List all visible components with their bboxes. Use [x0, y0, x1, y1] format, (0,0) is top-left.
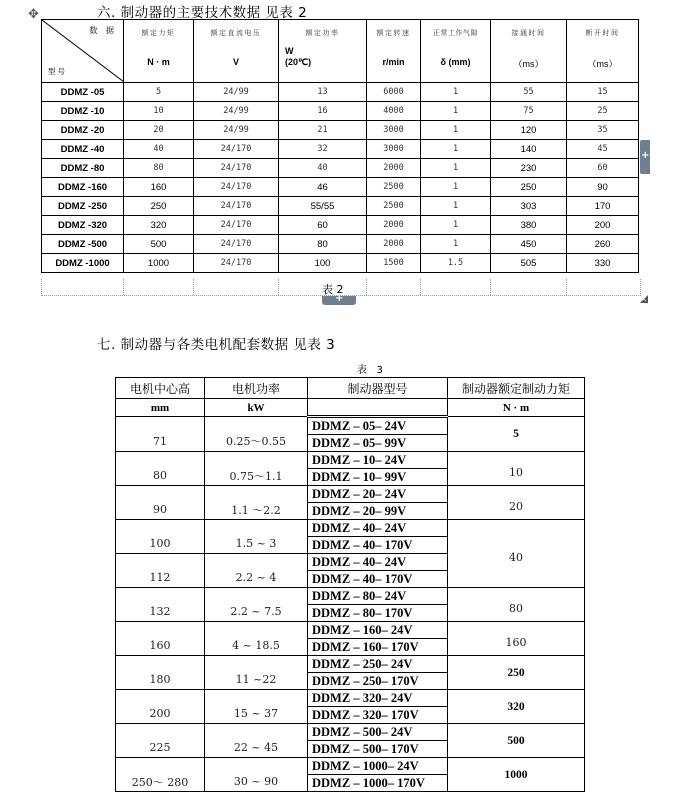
brake-torque-value: 80 [509, 602, 523, 615]
plus-icon: + [641, 150, 650, 161]
cell-brake-model: DDMZ – 160– 170V [308, 639, 448, 656]
unit-row [116, 399, 585, 417]
cell-motor-power [205, 724, 308, 758]
cell-brake-torque [448, 588, 585, 622]
cell-motor-power [205, 622, 308, 656]
header-name: 正常工作气隙 [433, 29, 478, 37]
cell-off: 15 [567, 83, 639, 102]
corner-bottom-label: 型号 [48, 67, 67, 76]
cell-brake-torque [448, 486, 585, 520]
cell-model: DDMZ -40 [42, 140, 124, 159]
header-voltage [194, 20, 279, 83]
cell-torque: 160 [124, 178, 194, 197]
cell-torque: 250 [124, 197, 194, 216]
cell-model: DDMZ -500 [42, 235, 124, 254]
cell-speed: 3000 [367, 140, 421, 159]
cell-power: 46 [279, 178, 367, 197]
cell-brake-model: DDMZ – 250– 170V [308, 673, 448, 690]
header-cell: 制动器型号 [308, 378, 448, 399]
cell-brake-torque [448, 758, 585, 792]
table2-corner-cell [42, 20, 124, 83]
cell-motor-power [205, 758, 308, 792]
motor-height-value: 200 [149, 707, 171, 720]
cell-on: 230 [491, 159, 567, 178]
cell-gap: 1 [421, 235, 491, 254]
cell-gap: 1 [421, 140, 491, 159]
grid-line [566, 279, 567, 295]
cell-power: 32 [279, 140, 367, 159]
header-cell: 电机中心高 [116, 378, 205, 399]
brake-torque-value: 40 [509, 551, 523, 564]
grid-line [420, 279, 421, 295]
cell-speed: 1500 [367, 254, 421, 273]
cell-brake-model: DDMZ – 10– 24V [308, 452, 448, 469]
header-unit: V [232, 57, 239, 67]
cell-brake-model: DDMZ – 40– 170V [308, 537, 448, 554]
cell-power: 21 [279, 121, 367, 140]
cell-brake-model: DDMZ – 320– 170V [308, 707, 448, 724]
cell-brake-model: DDMZ – 40– 170V [308, 571, 448, 588]
cell-voltage: 24/99 [194, 83, 279, 102]
cell-off: 35 [567, 121, 639, 140]
cell-brake-model: DDMZ – 20– 24V [308, 486, 448, 503]
cell-gap: 1 [421, 178, 491, 197]
table-row [116, 520, 585, 537]
cell-model: DDMZ -80 [42, 159, 124, 178]
cell-motor-power [205, 554, 308, 588]
cell-off: 260 [567, 235, 639, 254]
add-row-button[interactable] [322, 293, 356, 305]
cell-motor-height [116, 486, 205, 520]
cell-gap: 1 [421, 102, 491, 121]
header-name: 额定转速 [376, 29, 411, 37]
cell-model: DDMZ -250 [42, 197, 124, 216]
cell-speed: 2000 [367, 159, 421, 178]
cell-model: DDMZ -320 [42, 216, 124, 235]
header-unit: （ms） [513, 59, 544, 69]
header-on-time [491, 20, 567, 83]
table-row [42, 254, 639, 273]
header-unit: r/min [382, 57, 405, 67]
cell-motor-height [116, 452, 205, 486]
section-7-title: 七. 制动器与各类电机配套数据 见表 3 [97, 337, 336, 353]
cell-motor-power [205, 690, 308, 724]
header-cell: 电机功率 [205, 378, 308, 399]
cell-off: 170 [567, 197, 639, 216]
unit-cell [308, 399, 448, 417]
motor-height-value: 80 [153, 469, 167, 482]
cell-power: 100 [279, 254, 367, 273]
cell-model: DDMZ -20 [42, 121, 124, 140]
cell-on: 75 [491, 102, 567, 121]
cell-motor-height [116, 588, 205, 622]
table-row [116, 417, 585, 435]
motor-height-value: 180 [149, 673, 171, 686]
motor-power-value: 0.75～1.1 [229, 469, 283, 483]
cell-brake-model: DDMZ – 10– 99V [308, 469, 448, 486]
cell-gap: 1 [421, 121, 491, 140]
cell-torque: 500 [124, 235, 194, 254]
brake-torque-value: 1000 [504, 768, 528, 781]
table-row [42, 121, 639, 140]
header-unit: （ms） [587, 59, 618, 69]
unit-cell: N · m [448, 399, 585, 417]
cell-speed: 3000 [367, 121, 421, 140]
cell-brake-model: DDMZ – 40– 24V [308, 520, 448, 537]
cell-brake-model: DDMZ – 05– 24V [308, 417, 448, 435]
cell-motor-power [205, 452, 308, 486]
header-gap [421, 20, 491, 83]
cell-voltage: 24/170 [194, 197, 279, 216]
motor-height-value: 132 [149, 605, 171, 618]
motor-power-value: 22 ~ 45 [233, 741, 279, 754]
header-cell: 制动器额定制动力矩 [448, 378, 585, 399]
header-speed [367, 20, 421, 83]
cell-brake-model: DDMZ – 20– 99V [308, 503, 448, 520]
table-row [42, 197, 639, 216]
cell-off: 45 [567, 140, 639, 159]
cell-voltage: 24/99 [194, 121, 279, 140]
cell-on: 250 [491, 178, 567, 197]
grid-line [193, 279, 194, 295]
grid-line [366, 279, 367, 295]
cell-brake-model: DDMZ – 1000– 24V [308, 758, 448, 775]
cell-brake-model: DDMZ – 80– 24V [308, 588, 448, 605]
cell-motor-height [116, 520, 205, 554]
cell-motor-power [205, 656, 308, 690]
motor-brake-match-table [115, 377, 585, 792]
cell-brake-torque [448, 622, 585, 656]
cell-voltage: 24/170 [194, 159, 279, 178]
header-name: 额定力矩 [141, 29, 176, 37]
cell-model: DDMZ -160 [42, 178, 124, 197]
header-off-time [567, 20, 639, 83]
cell-motor-power [205, 520, 308, 554]
plus-icon: + [335, 293, 344, 304]
cell-model: DDMZ -05 [42, 83, 124, 102]
cell-on: 120 [491, 121, 567, 140]
unit-cell: mm [116, 399, 205, 417]
cell-motor-height [116, 690, 205, 724]
cell-power: 60 [279, 216, 367, 235]
table-row [116, 758, 585, 775]
cell-brake-torque [448, 724, 585, 758]
brake-spec-table [41, 19, 639, 273]
cell-on: 303 [491, 197, 567, 216]
table-row [116, 486, 585, 503]
brake-torque-value: 500 [507, 734, 525, 747]
cell-speed: 6000 [367, 83, 421, 102]
table-row [116, 622, 585, 639]
cell-model: DDMZ -10 [42, 102, 124, 121]
motor-power-value: 2.2 ~ 4 [235, 571, 277, 584]
motor-power-value: 0.25～0.55 [226, 435, 286, 448]
header-unit: δ (mm) [440, 57, 471, 67]
cell-voltage: 24/170 [194, 216, 279, 235]
cell-speed: 2500 [367, 197, 421, 216]
motor-height-value: 112 [149, 571, 171, 584]
brake-torque-value: 20 [509, 500, 523, 513]
cell-gap: 1 [421, 216, 491, 235]
header-power [279, 20, 367, 83]
corner-top-label: 数 据 [89, 26, 117, 35]
cell-brake-torque [448, 690, 585, 724]
motor-power-value: 30 ~ 90 [233, 775, 279, 788]
table-move-handle-icon[interactable]: ✥ [28, 7, 39, 22]
header-unit: W (20℃) [285, 46, 312, 67]
cell-off: 25 [567, 102, 639, 121]
table-row [42, 102, 639, 121]
cell-on: 55 [491, 83, 567, 102]
cell-gap: 1.5 [421, 254, 491, 273]
cell-torque: 10 [124, 102, 194, 121]
cell-brake-torque [448, 520, 585, 588]
header-name: 额定直流电压 [210, 29, 262, 37]
motor-height-value: 71 [153, 434, 167, 448]
table-row [42, 140, 639, 159]
motor-height-value: 160 [149, 639, 171, 652]
cell-motor-power [205, 417, 308, 452]
table-row [116, 588, 585, 605]
cell-brake-model: DDMZ – 500– 24V [308, 724, 448, 741]
motor-power-value: 1.1 ～2.2 [231, 503, 281, 517]
cell-torque: 80 [124, 159, 194, 178]
cell-torque: 1000 [124, 254, 194, 273]
cell-on: 505 [491, 254, 567, 273]
cell-on: 380 [491, 216, 567, 235]
table3-caption: 表 3 [357, 365, 383, 376]
motor-height-value: 100 [149, 537, 171, 550]
cell-motor-height [116, 656, 205, 690]
cell-motor-height [116, 417, 205, 452]
brake-torque-value: 320 [507, 700, 525, 713]
cell-brake-model: DDMZ – 40– 24V [308, 554, 448, 571]
cell-torque: 20 [124, 121, 194, 140]
motor-power-value: 2.2 ~ 7.5 [230, 605, 282, 618]
motor-height-value: 90 [153, 503, 167, 516]
cell-brake-torque [448, 452, 585, 486]
brake-torque-value: 10 [509, 466, 523, 479]
cell-brake-model: DDMZ – 500– 170V [308, 741, 448, 758]
motor-power-value: 11 ~22 [235, 673, 277, 686]
cell-torque: 5 [124, 83, 194, 102]
motor-power-value: 1.5 ~ 3 [235, 537, 277, 550]
brake-torque-value: 5 [513, 428, 519, 440]
grid-line [123, 279, 124, 295]
cell-off: 200 [567, 216, 639, 235]
cell-brake-model: DDMZ – 1000– 170V [308, 775, 448, 792]
cell-brake-model: DDMZ – 80– 170V [308, 605, 448, 622]
cell-brake-torque [448, 417, 585, 452]
cell-gap: 1 [421, 159, 491, 178]
cell-off: 90 [567, 178, 639, 197]
cell-brake-model: DDMZ – 250– 24V [308, 656, 448, 673]
cell-model: DDMZ -1000 [42, 254, 124, 273]
cell-motor-height [116, 554, 205, 588]
cell-motor-power [205, 588, 308, 622]
cell-power: 55/55 [279, 197, 367, 216]
add-column-button[interactable] [640, 140, 650, 174]
cell-off: 60 [567, 159, 639, 178]
header-name: 断开时间 [585, 29, 620, 37]
cell-voltage: 24/170 [194, 178, 279, 197]
table-row [116, 690, 585, 707]
motor-height-value: 225 [149, 741, 171, 754]
cell-voltage: 24/170 [194, 235, 279, 254]
cell-brake-torque [448, 656, 585, 690]
table-row [42, 159, 639, 178]
cell-torque: 320 [124, 216, 194, 235]
cell-gap: 1 [421, 197, 491, 216]
grid-line [278, 279, 279, 295]
cell-on: 450 [491, 235, 567, 254]
header-name: 接通时间 [511, 29, 546, 37]
cell-gap: 1 [421, 83, 491, 102]
cell-speed: 2000 [367, 216, 421, 235]
cell-motor-height [116, 758, 205, 792]
table-resize-handle-icon[interactable] [640, 295, 648, 303]
grid-line [490, 279, 491, 295]
cell-brake-model: DDMZ – 05– 99V [308, 435, 448, 452]
cell-voltage: 24/170 [194, 254, 279, 273]
cell-torque: 40 [124, 140, 194, 159]
cell-brake-model: DDMZ – 160– 24V [308, 622, 448, 639]
motor-height-value: 250～ 280 [131, 775, 189, 789]
section-6-title: 六. 制动器的主要技术数据 见表 2 [97, 5, 308, 21]
cell-power: 80 [279, 235, 367, 254]
cell-off: 330 [567, 254, 639, 273]
cell-brake-model: DDMZ – 320– 24V [308, 690, 448, 707]
table-row [42, 235, 639, 254]
table-row [116, 724, 585, 741]
cell-power: 40 [279, 159, 367, 178]
brake-torque-value: 250 [507, 666, 525, 679]
cell-motor-power [205, 486, 308, 520]
cell-motor-height [116, 622, 205, 656]
unit-cell: kW [205, 399, 308, 417]
table-row [116, 452, 585, 469]
header-unit: N · m [147, 57, 170, 67]
cell-voltage: 24/170 [194, 140, 279, 159]
cell-speed: 2500 [367, 178, 421, 197]
table-row [116, 656, 585, 673]
cell-power: 13 [279, 83, 367, 102]
table-row [42, 83, 639, 102]
table-row [42, 216, 639, 235]
cell-on: 140 [491, 140, 567, 159]
cell-power: 16 [279, 102, 367, 121]
cell-motor-height [116, 724, 205, 758]
motor-power-value: 15 ~ 37 [233, 707, 279, 720]
cell-voltage: 24/99 [194, 102, 279, 121]
cell-speed: 2000 [367, 235, 421, 254]
table-row [42, 178, 639, 197]
cell-speed: 4000 [367, 102, 421, 121]
header-row [116, 378, 585, 399]
header-name: 额定功率 [305, 29, 340, 37]
brake-torque-value: 160 [505, 636, 527, 649]
header-torque [124, 20, 194, 83]
table2-caption: 表 2 [322, 283, 344, 296]
motor-power-value: 4 ~ 18.5 [232, 639, 280, 652]
